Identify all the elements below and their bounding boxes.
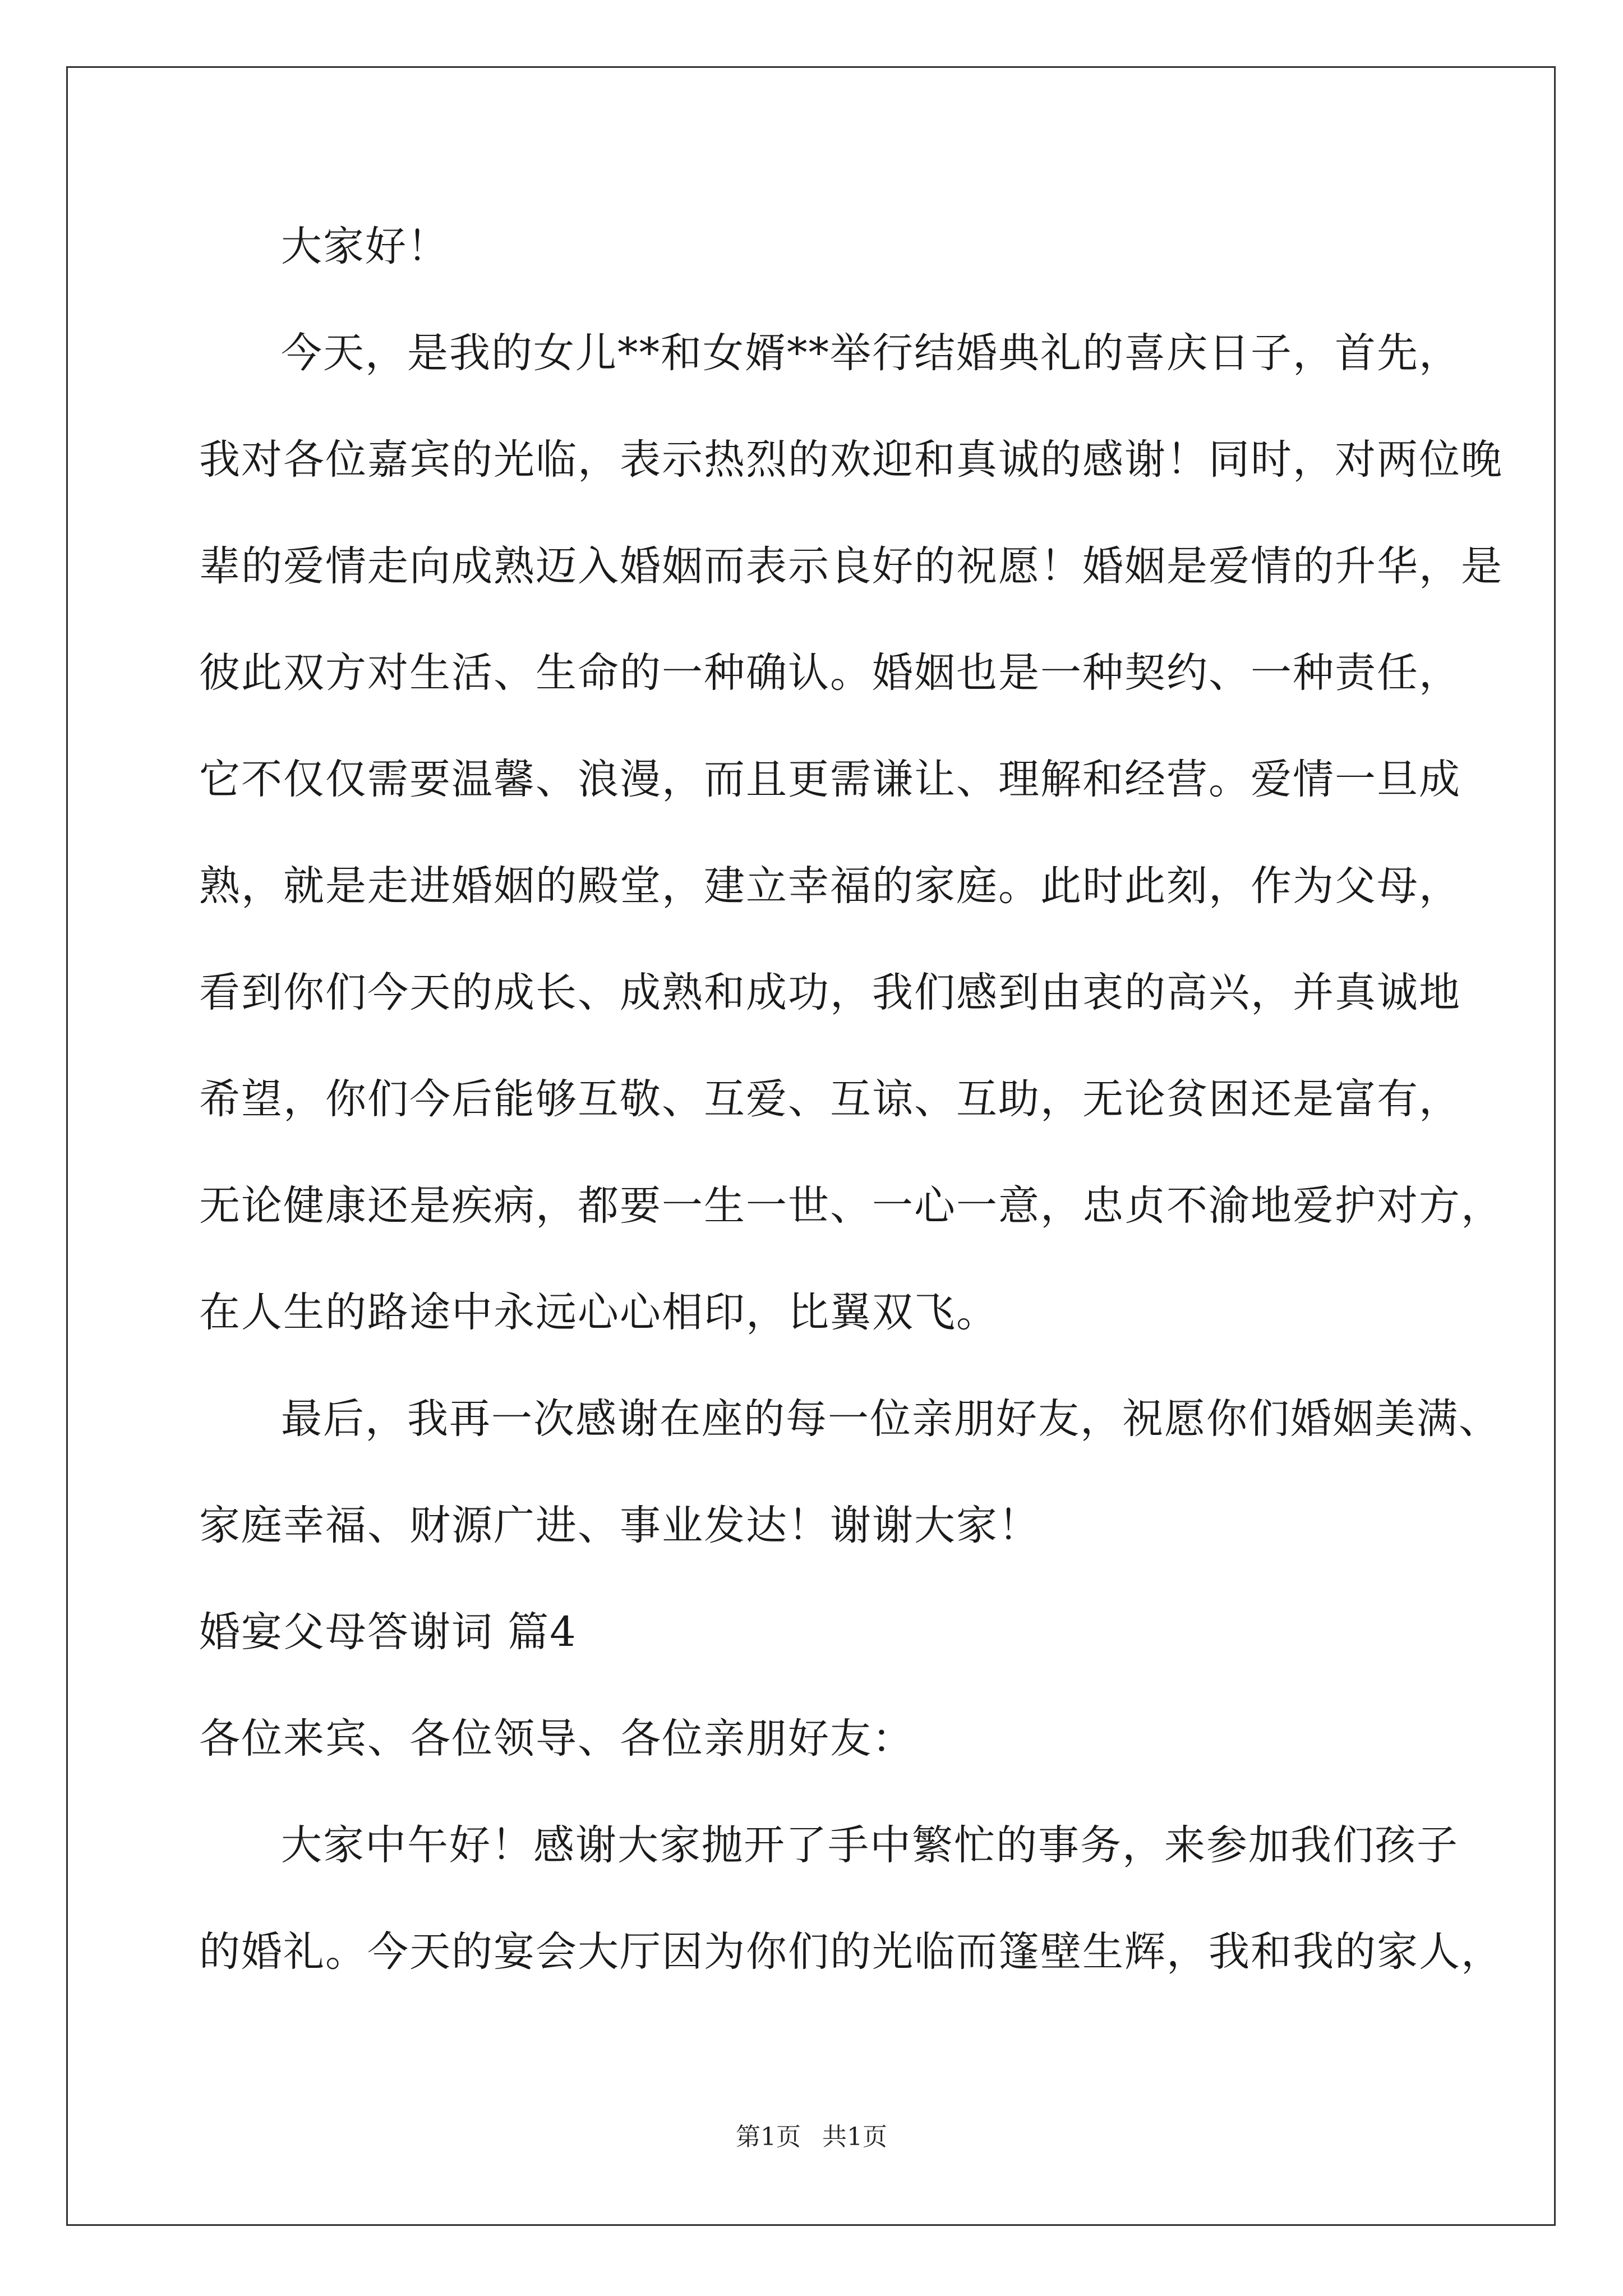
page-border	[66, 66, 1556, 2226]
paragraph-line: 在人生的路途中永远心心相印，比翼双飞。	[199, 1289, 998, 1336]
salutation-line: 各位来宾、各位领导、各位亲朋好友：	[199, 1715, 914, 1763]
paragraph-line: 今天，是我的女儿**和女婿**举行结婚典礼的喜庆日子，首先，	[281, 329, 1461, 377]
paragraph-line: 大家中午好！感谢大家抛开了手中繁忙的事务，来参加我们孩子	[281, 1821, 1459, 1869]
paragraph-line: 彼此双方对生活、生命的一种确认。婚姻也是一种契约、一种责任，	[199, 649, 1461, 697]
section-heading: 婚宴父母答谢词 篇4	[199, 1608, 577, 1656]
paragraph-line: 它不仅仅需要温馨、浪漫，而且更需谦让、理解和经营。爱情一旦成	[199, 756, 1461, 803]
paragraph-line: 希望，你们今后能够互敬、互爱、互谅、互助，无论贫困还是富有，	[199, 1075, 1461, 1123]
page-number: 第1页	[736, 2123, 801, 2151]
greeting-line: 大家好！	[281, 223, 449, 270]
paragraph-line: 看到你们今天的成长、成熟和成功，我们感到由衷的高兴，并真诚地	[199, 969, 1461, 1016]
paragraph-line: 无论健康还是疾病，都要一生一世、一心一意，忠贞不渝地爱护对方，	[199, 1182, 1503, 1230]
paragraph-line: 家庭幸福、财源广进、事业发达！谢谢大家！	[199, 1502, 1040, 1549]
paragraph-line: 辈的爱情走向成熟迈入婚姻而表示良好的祝愿！婚姻是爱情的升华，是	[199, 542, 1503, 590]
page-total: 共1页	[822, 2123, 887, 2151]
paragraph-line: 我对各位嘉宾的光临，表示热烈的欢迎和真诚的感谢！同时，对两位晚	[199, 436, 1503, 484]
page-footer	[0, 2120, 1623, 2154]
paragraph-line: 的婚礼。今天的宴会大厅因为你们的光临而篷壁生辉，我和我的家人，	[199, 1928, 1503, 1976]
paragraph-line: 最后，我再一次感谢在座的每一位亲朋好友，祝愿你们婚姻美满、	[281, 1395, 1501, 1443]
paragraph-line: 熟，就是走进婚姻的殿堂，建立幸福的家庭。此时此刻，作为父母，	[199, 862, 1461, 910]
